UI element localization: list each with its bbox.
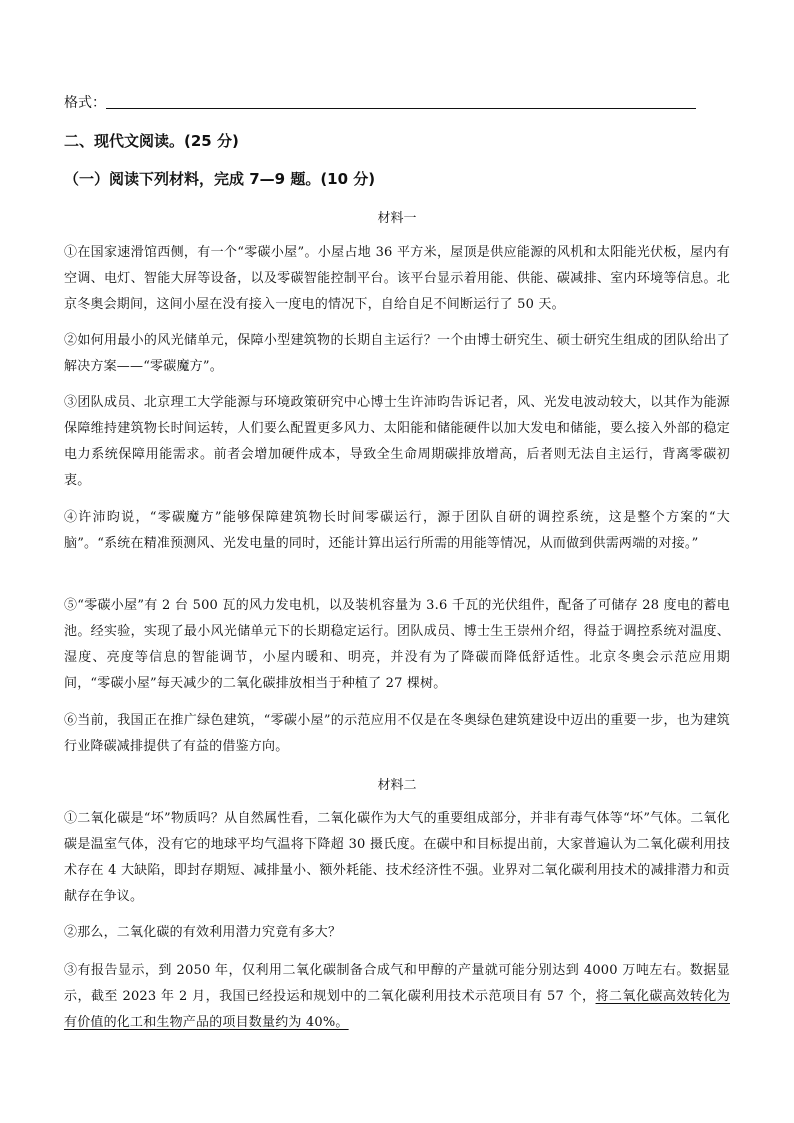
material-2-paragraph-3-text: ③有报告显示，到 2050 年，仅利用二氧化碳制备合成气和甲醇的产量就可能分别达到 4000 万吨左右。数据显示，截至 2023 年 2 月，我国已经投运和规划中的二氧化碳利用技术示范项目有 57 个， xyxy=(64,963,730,1004)
material-1-paragraph-6: ⑥当前，我国正在推广绿色建筑，“零碳小屋”的示范应用不仅是在冬奥绿色建筑建设中迈出的重要一步，也为建筑行业降碳减排提供了有益的借鉴方向。 xyxy=(64,713,730,754)
material-1-paragraph-3: ③团队成员、北京理工大学能源与环境政策研究中心博士生许沛昀告诉记者，风、光发电波动较大，以其作为能源保障维持建筑物长时间运转，人们要么配置更多风力、太阳能和储能硬件以加大发电和储能，要么接入外部的稳定电力系统保障用能需求。前者会增加硬件成本，导致全生命周期碳排放增高，后者则无法自主运行，背离零碳初衷。 xyxy=(64,395,730,488)
material-1-title: 材料一 xyxy=(377,211,417,226)
format-row xyxy=(64,90,634,112)
material-1-paragraph-4: ④许沛昀说，“零碳魔方”能够保障建筑物长时间零碳运行，源于团队自研的调控系统，这是整个方案的“大脑”。“系统在精准预测风、光发电量的同时，还能计算出运行所需的用能等情况，从而做到供需两端的对接。” xyxy=(64,510,730,551)
underlined-sentence: 将二氧化碳高效转化为有价值的化工和生物产品的项目数量约为 40%。 xyxy=(64,989,730,1030)
format-label: 格式： xyxy=(64,95,106,111)
material-2-title: 材料二 xyxy=(377,778,417,793)
material-1-paragraph-5: ⑤“零碳小屋”有 2 台 500 瓦的风力发电机，以及装机容量为 3.6 千瓦的光伏组件，配备了可储存 28 度电的蓄电池。经实验，实现了最小风光储单元下的长期稳定运行。团队成员、博士生王崇州介绍，得益于调控系统对温度、湿度、亮度等信息的智能调节，小屋内暖和、明亮，并没有为了降碳而降低舒适性。北京冬奥会示范应用期间，“零碳小屋”每天减少的二氧化碳排放相当于种植了 27 棵树。 xyxy=(64,598,730,691)
section-heading: 二、现代文阅读。(25 分) xyxy=(64,132,239,150)
material-1-paragraph-1: ①在国家速滑馆西侧，有一个“零碳小屋”。小屋占地 36 平方米，屋顶是供应能源的风机和太阳能光伏板，屋内有空调、电灯、智能大屏等设备，以及零碳智能控制平台。该平台显示着用能、供能、碳减排、室内环境等信息。北京冬奥会期间，这间小屋在没有接入一度电的情况下，自给自足不间断运行了 50 天。 xyxy=(64,245,730,312)
material-2-paragraph-1: ①二氧化碳是“坏”物质吗？从自然属性看，二氧化碳作为大气的重要组成部分，并非有毒气体等“坏”气体。二氧化碳是温室气体，没有它的地球平均气温将下降超 30 摄氏度。在碳中和目标提出前，大家普遍认为二氧化碳利用技术存在 4 大缺陷，即封存期短、减排量小、额外耗能、技术经济性不强。业界对二氧化碳利用技术的减排潜力和贡献存在争议。 xyxy=(64,811,730,904)
format-answer-line[interactable] xyxy=(106,108,696,109)
material-2-paragraph-2: ②那么，二氧化碳的有效利用潜力究竟有多大？ xyxy=(64,925,342,940)
material-1-paragraph-2: ②如何用最小的风光储单元，保障小型建筑物的长期自主运行？一个由博士研究生、硕士研究生组成的团队给出了解决方案——“零碳魔方”。 xyxy=(64,333,730,374)
section-subheading: （一）阅读下列材料，完成 7—9 题。(10 分) xyxy=(64,170,376,188)
material-2-paragraph-3 xyxy=(64,958,730,1036)
